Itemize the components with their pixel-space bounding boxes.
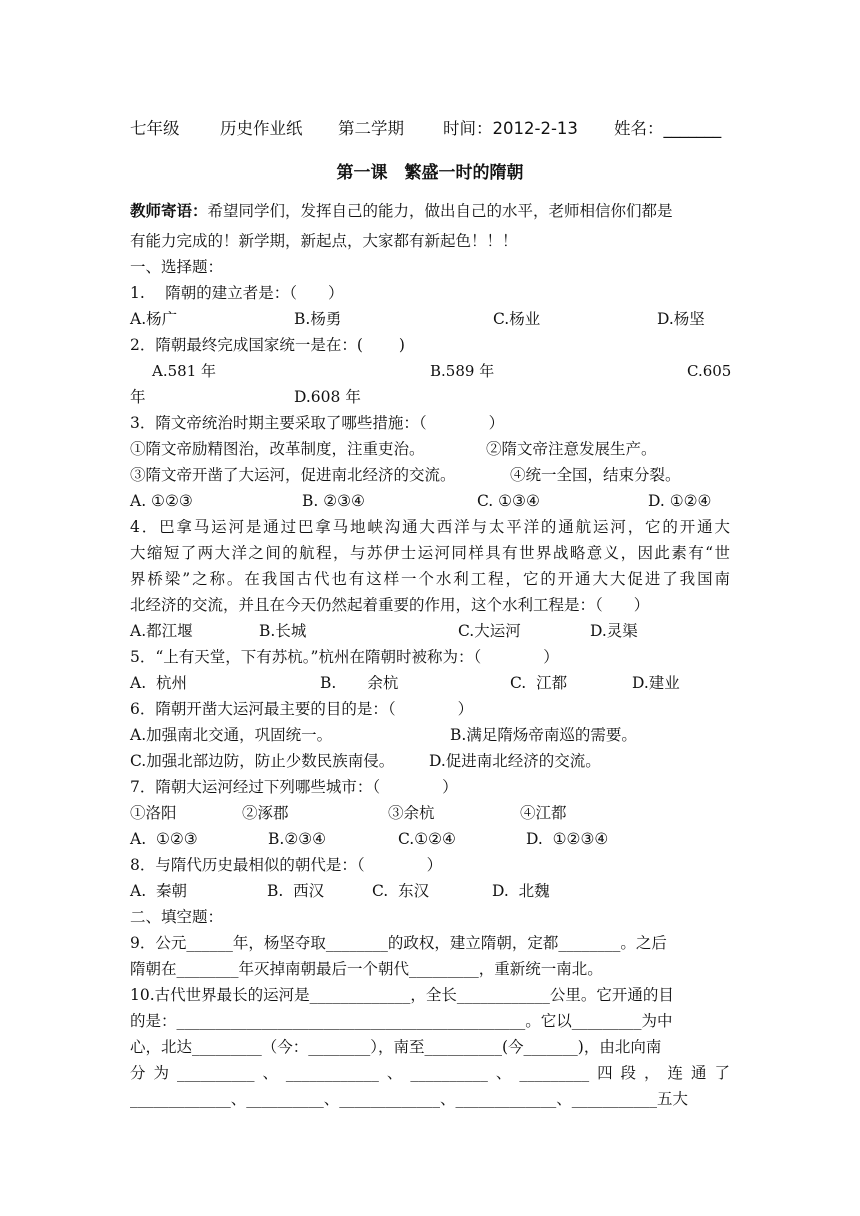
q7-item-2: ②涿郡 bbox=[242, 804, 289, 822]
q7-option-d[interactable]: D. ①②③④ bbox=[526, 830, 609, 848]
q5-option-a[interactable]: A. 杭州 bbox=[130, 674, 187, 692]
section-fill-heading: 二、填空题： bbox=[130, 908, 224, 926]
q7-item-1: ①洛阳 bbox=[130, 804, 177, 822]
q7-option-c[interactable]: C.①②④ bbox=[398, 830, 456, 848]
question-7-items bbox=[130, 800, 730, 826]
question-7-options bbox=[130, 826, 730, 852]
teacher-note-line-1 bbox=[130, 198, 730, 224]
q6-option-d[interactable]: D.促进南北经济的交流。 bbox=[429, 752, 601, 770]
q1-option-c[interactable]: C.杨业 bbox=[493, 310, 541, 328]
q8-option-a[interactable]: A. 秦朝 bbox=[130, 882, 187, 900]
grade-label: 七年级 bbox=[130, 119, 180, 138]
q3-item-2: ②隋文帝注意发展生产。 bbox=[486, 440, 657, 458]
question-10-line-5: _____________、__________、_____________、_____________、___________五大 bbox=[130, 1090, 689, 1108]
question-6-stem: 6．隋朝开凿大运河最主要的目的是：（ ） bbox=[130, 700, 474, 718]
question-3-stem: 3．隋文帝统治时期主要采取了哪些措施：（ ） bbox=[130, 414, 505, 432]
question-10-line-2: 的是：_____________________________________________。它以_________为中 bbox=[130, 1012, 673, 1030]
term-label: 第二学期 bbox=[338, 119, 404, 138]
q4-option-a[interactable]: A.都江堰 bbox=[130, 622, 193, 640]
q3-item-3: ③隋文帝开凿了大运河，促进南北经济的交流。 bbox=[130, 466, 456, 484]
q2-option-d[interactable]: D.608 年 bbox=[294, 388, 361, 406]
teacher-note-label: 教师寄语： bbox=[130, 202, 208, 220]
q7-option-a[interactable]: A. ①②③ bbox=[130, 830, 198, 848]
question-10-line-1: 10.古代世界最长的运河是_____________，全长____________公里。它开通的目 bbox=[130, 986, 674, 1004]
q6-option-b[interactable]: B.满足隋炀帝南巡的需要。 bbox=[450, 726, 637, 744]
q3-option-d[interactable]: D. ①②④ bbox=[648, 492, 712, 510]
subject-label: 历史作业纸 bbox=[220, 119, 303, 138]
q3-option-b[interactable]: B. ②③④ bbox=[302, 492, 365, 510]
question-1-stem: 1. 隋朝的建立者是：（ ） bbox=[130, 284, 344, 302]
worksheet-header bbox=[130, 116, 730, 142]
question-2-options-row-2 bbox=[130, 384, 730, 410]
q8-option-c[interactable]: C. 东汉 bbox=[372, 882, 430, 900]
question-3-options bbox=[130, 488, 730, 514]
q1-option-a[interactable]: A.杨广 bbox=[130, 310, 178, 328]
q3-item-4: ④统一全国，结束分裂。 bbox=[510, 466, 681, 484]
question-1-options bbox=[130, 306, 730, 332]
question-7-stem: 7．隋朝大运河经过下列哪些城市：（ ） bbox=[130, 778, 458, 796]
question-2-options-row-1 bbox=[130, 358, 730, 384]
q6-option-c[interactable]: C.加强北部边防，防止少数民族南侵。 bbox=[130, 752, 395, 770]
question-4-line-1: 4．巴拿马运河是通过巴拿马地峡沟通大西洋与太平洋的通航运河，它的开通大 bbox=[130, 518, 730, 536]
teacher-note-line-2: 有能力完成的！新学期，新起点，大家都有新起色！！！ bbox=[130, 232, 518, 250]
q3-option-a[interactable]: A. ①②③ bbox=[130, 492, 193, 510]
q8-option-b[interactable]: B. 西汉 bbox=[267, 882, 325, 900]
q5-option-d[interactable]: D.建业 bbox=[632, 674, 680, 692]
question-4-line-3: 界桥梁”之称。在我国古代也有这样一个水利工程，它的开通大大促进了我国南 bbox=[130, 570, 730, 588]
question-5-options bbox=[130, 670, 730, 696]
teacher-note-text-1: 希望同学们，发挥自己的能力，做出自己的水平，老师相信你们都是 bbox=[207, 202, 673, 220]
question-8-stem: 8．与隋代历史最相似的朝代是：（ ） bbox=[130, 856, 443, 874]
question-3-items-row-1 bbox=[130, 436, 730, 462]
q8-option-d[interactable]: D. 北魏 bbox=[492, 882, 550, 900]
q2-option-b[interactable]: B.589 年 bbox=[430, 362, 495, 380]
question-8-options bbox=[130, 878, 730, 904]
lesson-title: 第一课 繁盛一时的隋朝 bbox=[336, 163, 524, 183]
q5-option-b[interactable]: B. 余杭 bbox=[320, 674, 399, 692]
q7-option-b[interactable]: B.②③④ bbox=[268, 830, 327, 848]
q2-option-c-cont: 年 bbox=[130, 388, 146, 406]
q7-item-3: ③余杭 bbox=[388, 804, 435, 822]
question-10-line-3: 心，北达_________（今：________），南至__________(今_______)，由北向南 bbox=[130, 1038, 662, 1056]
q4-option-d[interactable]: D.灵渠 bbox=[590, 622, 638, 640]
question-6-options-row-2 bbox=[130, 748, 730, 774]
question-9-line-1: 9．公元______年，杨坚夺取________的政权，建立隋朝，定都________。之后 bbox=[130, 934, 667, 952]
q6-option-a[interactable]: A.加强南北交通，巩固统一。 bbox=[130, 726, 333, 744]
q2-option-c[interactable]: C.605 bbox=[687, 362, 732, 380]
question-2-stem: 2．隋朝最终完成国家统一是在：( ) bbox=[130, 336, 405, 354]
q1-option-d[interactable]: D.杨坚 bbox=[657, 310, 705, 328]
date-label: 时间：2012-2-13 bbox=[443, 119, 578, 138]
q2-option-a[interactable]: A.581 年 bbox=[152, 362, 216, 380]
student-name-field[interactable]: 姓名：_______ bbox=[614, 119, 722, 138]
q5-option-c[interactable]: C. 江都 bbox=[510, 674, 568, 692]
q4-option-c[interactable]: C.大运河 bbox=[458, 622, 521, 640]
q4-option-b[interactable]: B.长城 bbox=[259, 622, 307, 640]
question-9-line-2: 隋朝在________年灭掉南朝最后一个朝代_________，重新统一南北。 bbox=[130, 960, 603, 978]
question-10-line-4: 分为__________、____________、__________、_________四段，连通了 bbox=[130, 1064, 730, 1082]
question-4-line-2: 大缩短了两大洋之间的航程，与苏伊士运河同样具有世界战略意义，因此素有“世 bbox=[130, 544, 730, 562]
question-5-stem: 5．“上有天堂，下有苏杭。”杭州在隋朝时被称为：（ ） bbox=[130, 648, 559, 666]
q7-item-4: ④江都 bbox=[520, 804, 567, 822]
q1-option-b[interactable]: B.杨勇 bbox=[294, 310, 342, 328]
q3-item-1: ①隋文帝励精图治，改革制度，注重吏治。 bbox=[130, 440, 425, 458]
question-4-line-4: 北经济的交流，并且在今天仍然起着重要的作用，这个水利工程是：（ ） bbox=[130, 596, 650, 614]
question-6-options-row-1 bbox=[130, 722, 730, 748]
q3-option-c[interactable]: C. ①③④ bbox=[477, 492, 540, 510]
section-choice-heading: 一、选择题： bbox=[130, 258, 224, 276]
question-4-options bbox=[130, 618, 730, 644]
question-3-items-row-2 bbox=[130, 462, 730, 488]
